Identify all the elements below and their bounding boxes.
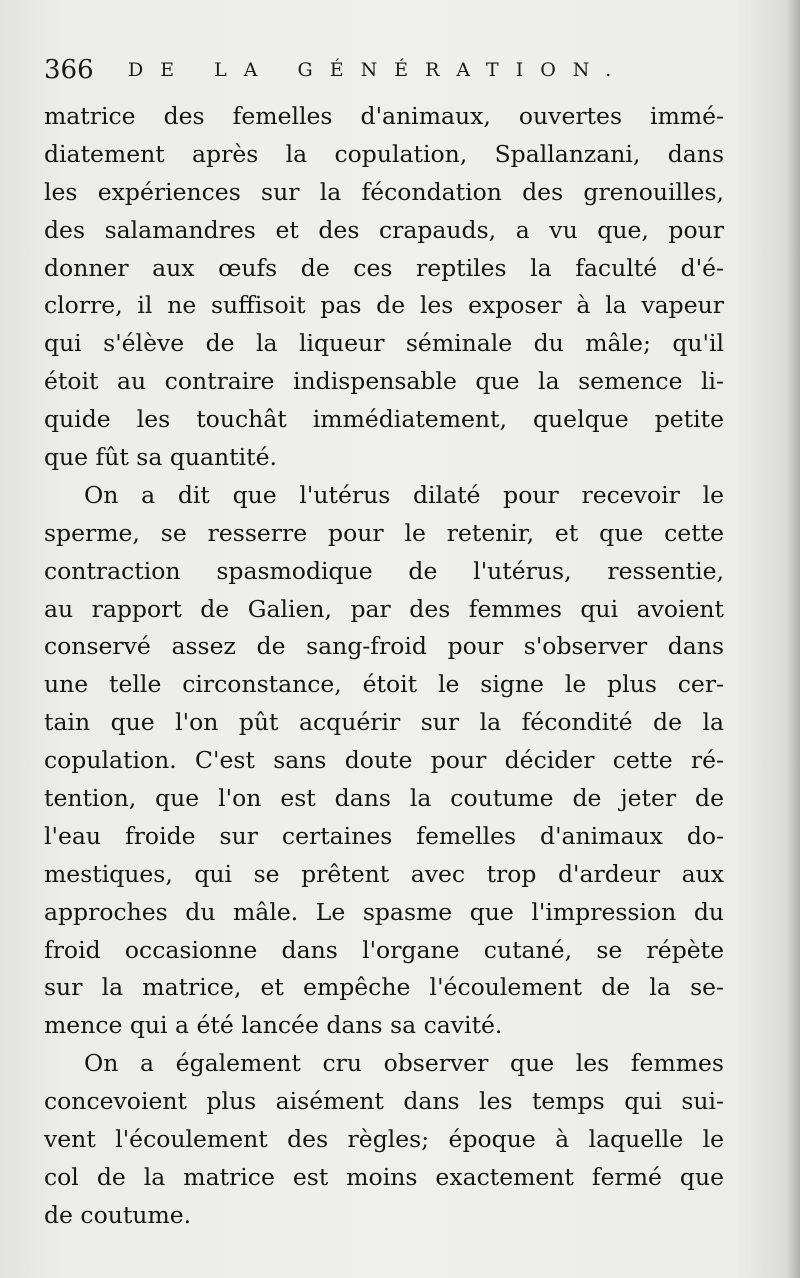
text-line: contraction spasmodique de l'utérus, ressentie, [44, 556, 724, 585]
text-line: mence qui a été lancée dans sa cavité. [44, 1011, 503, 1040]
page-edge-shadow [786, 0, 800, 1278]
page-number: 366 [44, 55, 94, 85]
text-line: approches du mâle. Le spasme que l'impression du [44, 897, 724, 926]
text-line: tention, que l'on est dans la coutume de jeter de [44, 784, 724, 813]
text-line: quide les touchât immédiatement, quelque petite [44, 405, 724, 434]
text-line: vent l'écoulement des règles; époque à laquelle le [44, 1125, 724, 1154]
text-line: matrice des femelles d'animaux, ouvertes immé- [44, 102, 724, 130]
text-line: mestiques, qui se prêtent avec trop d'ardeur aux [44, 859, 724, 888]
text-line: froid occasionne dans l'organe cutané, se répète [44, 935, 724, 964]
text-line: col de la matrice est moins exactement fermé que [44, 1162, 724, 1191]
text-line: des salamandres et des crapauds, a vu que, pour [44, 215, 724, 244]
text-line: conservé assez de sang-froid pour s'observer dans [44, 632, 724, 661]
text-line: étoit au contraire indispensable que la semence li- [44, 367, 724, 396]
page-header [44, 52, 744, 88]
text-line: au rapport de Galien, par des femmes qui avoient [44, 594, 724, 623]
text-line: On a également cru observer que les femmes [84, 1049, 724, 1078]
text-line: diatement après la copulation, Spallanzani, dans [44, 139, 724, 168]
text-line: les expériences sur la fécondation des grenouilles, [44, 177, 724, 206]
text-line: On a dit que l'utérus dilaté pour recevoir le [84, 480, 724, 509]
paragraph [44, 98, 724, 477]
text-line: que fût sa quantité. [44, 443, 277, 472]
text-line: sperme, se resserre pour le retenir, et que cette [44, 518, 724, 547]
text-line: tain que l'on pût acquérir sur la fécondité de la [44, 708, 724, 737]
text-line: l'eau froide sur certaines femelles d'animaux do- [44, 821, 724, 850]
paragraph [44, 1045, 724, 1234]
paragraph [44, 477, 724, 1045]
body-text [44, 98, 724, 1235]
text-line: clorre, il ne suffisoit pas de les exposer à la vapeur [44, 291, 724, 320]
text-line: de coutume. [44, 1200, 192, 1229]
running-title: DE LA GÉNÉRATION. [128, 59, 629, 81]
text-line: qui s'élève de la liqueur séminale du mâle; qu'il [44, 329, 724, 358]
text-line: copulation. C'est sans doute pour décider cette ré- [44, 746, 724, 775]
text-line: concevoient plus aisément dans les temps qui sui- [44, 1087, 724, 1116]
text-line: sur la matrice, et empêche l'écoulement de la se- [44, 973, 724, 1002]
text-line: donner aux œufs de ces reptiles la faculté d'é- [44, 253, 724, 282]
text-line: une telle circonstance, étoit le signe le plus cer- [44, 670, 724, 699]
